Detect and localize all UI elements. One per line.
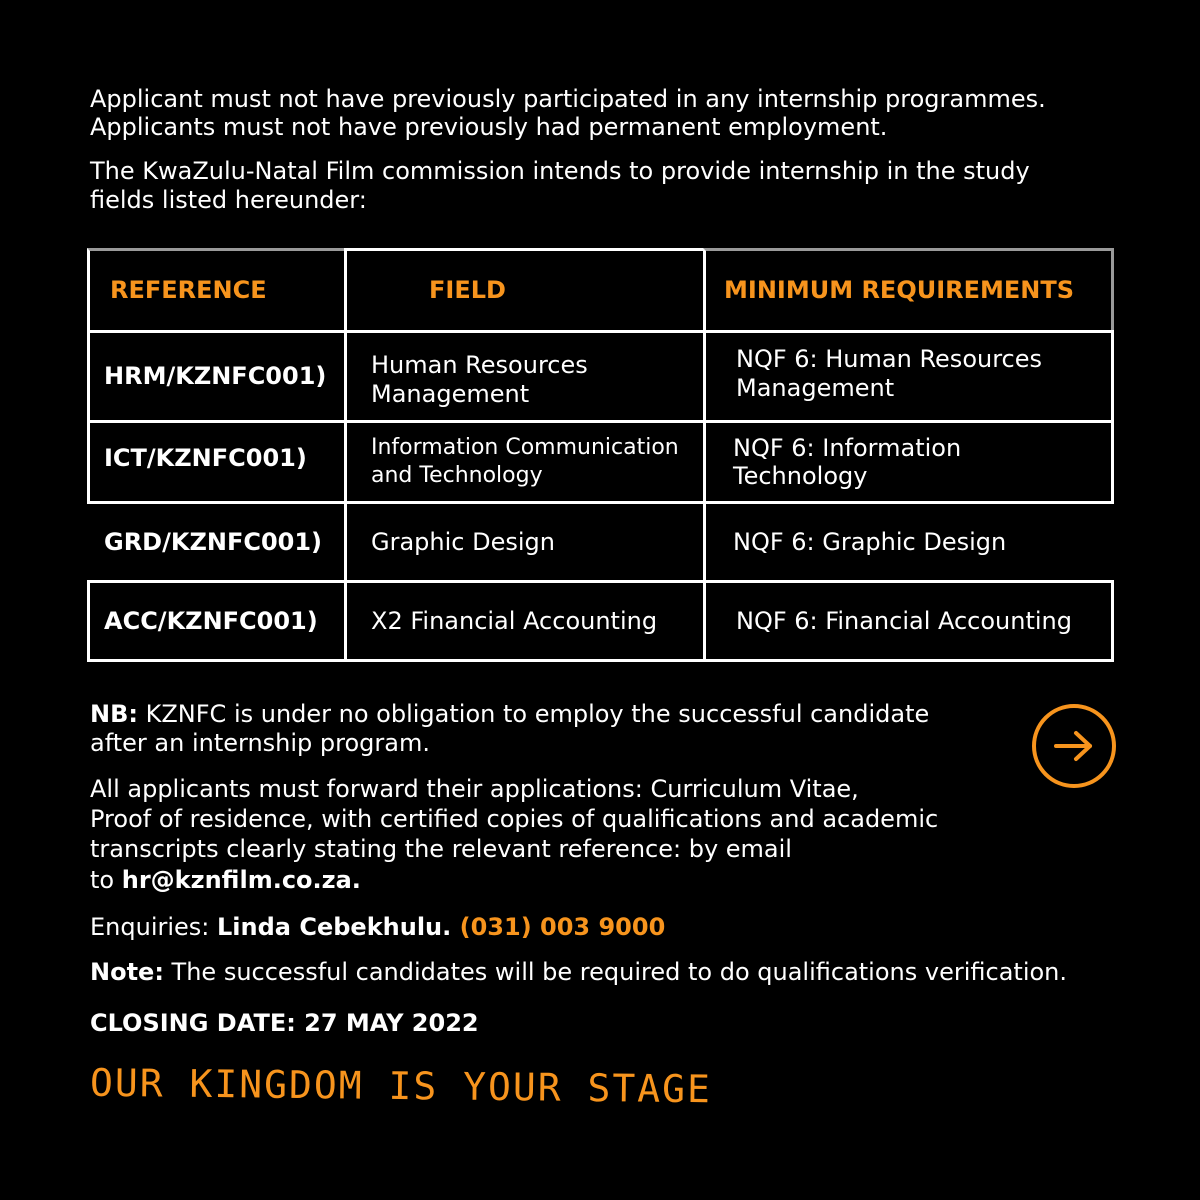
note-label: Note: (90, 958, 164, 986)
table-row-acc-field (344, 580, 706, 662)
enquiries-phone[interactable]: (031) 003 9000 (451, 913, 666, 941)
intro-para2-line-1: The KwaZulu-Natal Film commission intends to provide internship in the study (90, 157, 1030, 185)
header-reference (87, 248, 347, 333)
table-row-grd-field (344, 501, 706, 583)
apply-line-1: All applicants must forward their applications: Curriculum Vitae, (90, 775, 859, 803)
header-requirements (703, 248, 1114, 333)
table-row-hrm-field (344, 330, 706, 423)
enquiries-name: Linda Cebekhulu. (217, 913, 452, 941)
tagline: OUR KINGDOM IS YOUR STAGE (89, 1060, 713, 1112)
reference-text: HRM/KZNFC001) (104, 362, 327, 391)
nb-text: KZNFC is under no obligation to employ the successful candidate (137, 700, 930, 728)
reference-text: ICT/KZNFC001) (104, 443, 307, 472)
table-row-ict-field (344, 420, 706, 504)
intro-line-1: Applicant must not have previously participated in any internship programmes. (90, 85, 1046, 113)
reference-text: ACC/KZNFC001) (104, 606, 318, 635)
header-field-label: FIELD (429, 276, 506, 305)
requirement-text: NQF 6: Graphic Design (733, 527, 1007, 556)
apply-line-2: Proof of residence, with certified copies of qualifications and academic (90, 805, 939, 833)
requirement-text: Management (736, 373, 895, 402)
table-row-ict-requirement (703, 420, 1114, 504)
intro-line-2: Applicants must not have previously had permanent employment. (90, 113, 888, 141)
nb-line-2: after an internship program. (90, 729, 430, 757)
table-row-grd-requirement (703, 501, 1114, 583)
table-row-acc-requirement (703, 580, 1114, 662)
field-text: Human Resources (371, 351, 588, 379)
next-button[interactable] (1032, 704, 1116, 788)
nb-label: NB: (90, 700, 138, 728)
header-field (344, 248, 706, 333)
note-text: The successful candidates will be required to do qualifications verification. (163, 958, 1068, 986)
field-text: X2 Financial Accounting (371, 606, 658, 635)
table-row-grd-reference (87, 501, 347, 583)
internship-table (87, 248, 1114, 662)
requirement-text: Technology (733, 462, 868, 490)
field-text: Information Communication (371, 434, 679, 460)
apply-line-4 (90, 866, 361, 895)
enquiries-label: Enquiries: (90, 913, 218, 941)
reference-text: GRD/KZNFC001) (104, 527, 323, 556)
header-reference-label: REFERENCE (110, 276, 267, 305)
field-text: Management (371, 379, 530, 408)
table-row-ict-reference (87, 420, 347, 504)
requirement-text: NQF 6: Financial Accounting (736, 606, 1072, 635)
enquiries-line (90, 913, 665, 942)
table-row-hrm-reference (87, 330, 347, 423)
apply-to-text: to (90, 866, 122, 894)
arrow-right-icon (1052, 729, 1096, 763)
requirement-text: NQF 6: Human Resources (736, 345, 1043, 373)
apply-line-3: transcripts clearly stating the relevant reference: by email (90, 835, 792, 863)
requirement-text: NQF 6: Information (733, 433, 962, 462)
table-row-hrm-requirement (703, 330, 1114, 423)
field-text: Graphic Design (371, 527, 555, 556)
field-text: and Technology (371, 463, 543, 488)
closing-date: CLOSING DATE: 27 MAY 2022 (90, 1009, 479, 1037)
table-row-acc-reference (87, 580, 347, 662)
note-line (90, 958, 1067, 987)
intro-para2-line-2: fields listed hereunder: (90, 186, 367, 214)
header-requirements-label: MINIMUM REQUIREMENTS (724, 276, 1075, 305)
email-link[interactable]: hr@kznfilm.co.za. (121, 866, 361, 894)
nb-line-1 (90, 700, 929, 729)
